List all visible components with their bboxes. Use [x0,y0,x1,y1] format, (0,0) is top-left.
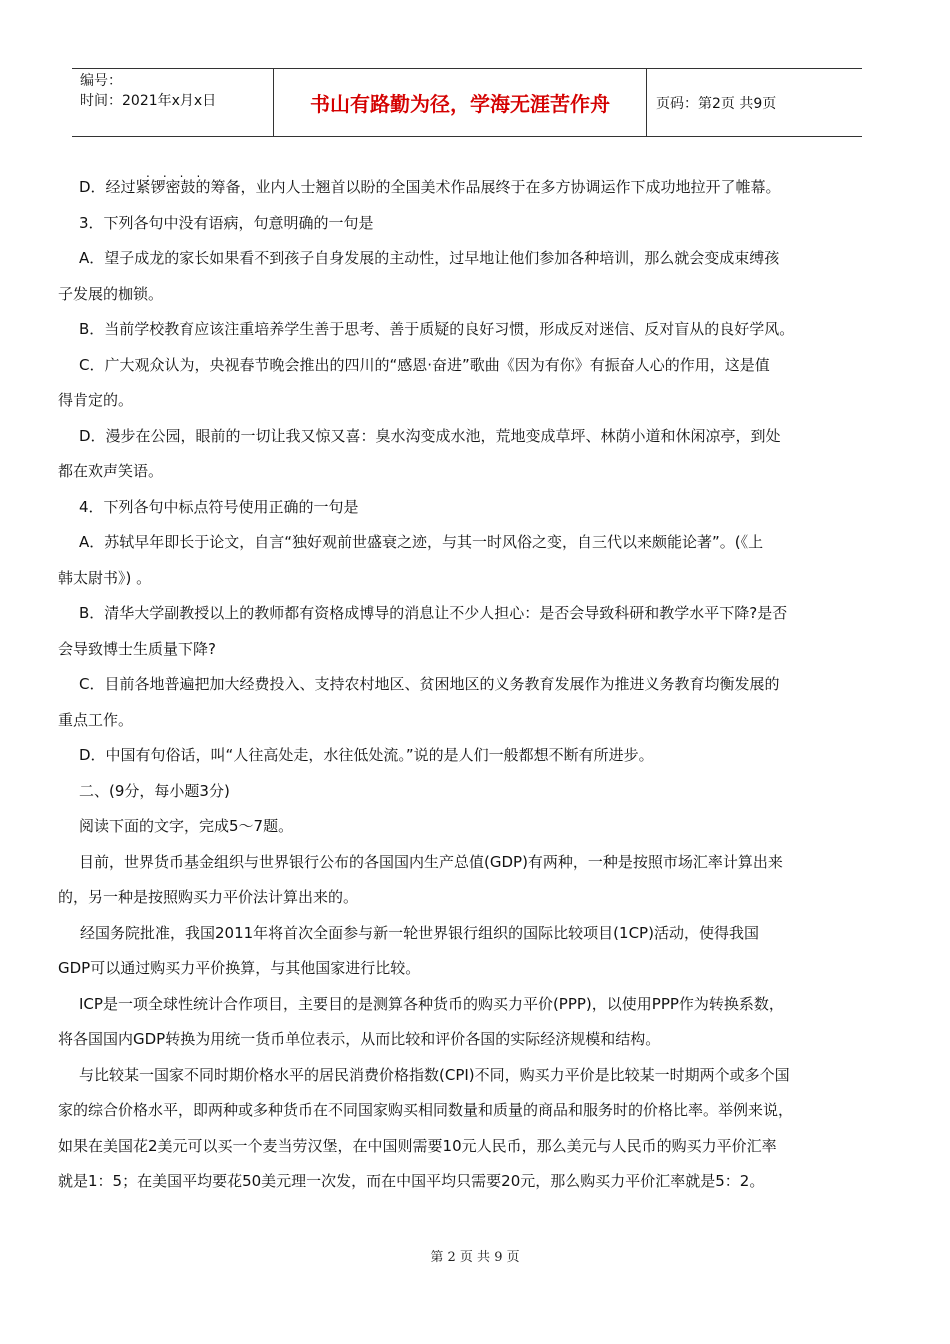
motto: 书山有路勤为径，学海无涯苦作舟 [273,69,647,136]
paragraph: D．漫步在公园，眼前的一切让我又惊又喜：臭水沟变成水池，荒地变成草坪、林荫小道和休闲凉亭，到处 [79,426,781,445]
paragraph: 3．下列各句中没有语病，句意明确的一句是 [79,213,374,232]
paragraph: 阅读下面的文字，完成5～7题。 [79,817,294,835]
paragraph: D．经过紧锣密鼓的筹备，业内人士翘首以盼的全国美术作品展终于在多方协调运作下成功地拉开了帷幕。 [79,178,781,196]
time-label: 时间：2021年x月x日 [80,93,217,109]
document-body [58,170,880,1200]
paragraph: 就是1：5；在美国平均要花50美元理一次发，而在中国平均只需要20元，那么购买力平价汇率就是5：2。 [58,1172,765,1190]
paragraph: B．当前学校教育应该注重培养学生善于思考、善于质疑的良好习惯，形成反对迷信、反对盲从的良好学风。 [79,320,795,338]
paragraph: A．苏轼早年即长于论文，自言“独好观前世盛衰之迹，与其一时风俗之变，自三代以来颇能论著”。(《上 [79,533,764,551]
paragraph: 与比较某一国家不同时期价格水平的居民消费价格指数(CPI)不同，购买力平价是比较某一时期两个或多个国 [79,1065,790,1084]
paragraph: 重点工作。 [58,710,134,729]
paragraph: 都在欢声笑语。 [58,462,164,480]
paragraph: 家的综合价格水平，即两种或多种货币在不同国家购买相同数量和质量的商品和服务时的价格比率。举例来说， [58,1101,794,1119]
paragraph: 韩太尉书》) 。 [58,568,152,587]
paragraph: 将各国国内GDP转换为用统一货币单位表示，从而比较和评价各国的实际经济规模和结构。 [58,1030,661,1048]
paragraph: GDP可以通过购买力平价换算，与其他国家进行比较。 [58,959,421,977]
paragraph: 的，另一种是按照购买力平价法计算出来的。 [58,888,359,906]
emphasis-dots: .... [146,166,214,180]
paragraph: 经国务院批准，我国2011年将首次全面参与新一轮世界银行组织的国际比较项目(1CP)活动，使得我国 [80,923,759,942]
paragraph: 得肯定的。 [58,391,134,409]
paragraph: 4．下列各句中标点符号使用正确的一句是 [79,497,359,516]
page-footer: 第 2 页 共 9 页 [430,1250,520,1265]
paragraph: 会导致博士生质量下降? [58,639,216,658]
header-meta [72,69,273,136]
paragraph: B．清华大学副教授以上的教师都有资格成博导的消息让不少人担心：是否会导致科研和教学水平下降?是否 [79,604,788,622]
number-label: 编号： [80,73,122,89]
paragraph: C．广大观众认为，央视春节晚会推出的四川的“感恩·奋进”歌曲《因为有你》有振奋人心的作用，这是值 [79,355,770,374]
paragraph: C．目前各地普遍把加大经费投入、支持农村地区、贫困地区的义务教育发展作为推进义务教育均衡发展的 [79,675,780,693]
page-header [72,68,862,137]
section-heading: 二、(9分，每小题3分) [79,781,230,800]
paragraph: ICP是一项全球性统计合作项目，主要目的是测算各种货币的购买力平价(PPP)，以使用PPP作为转换系数， [79,994,784,1013]
paragraph: D．中国有句俗话，叫“人往高处走，水往低处流。”说的是人们一般都想不断有所进步。 [79,746,654,764]
page-label: 页码：第2页 共9页 [656,95,777,112]
paragraph: 目前，世界货币基金组织与世界银行公布的各国国内生产总值(GDP)有两种，一种是按照市场汇率计算出来 [79,852,783,871]
paragraph: 如果在美国花2美元可以买一个麦当劳汉堡，在中国则需要10元人民币，那么美元与人民币的购买力平价汇率 [58,1136,777,1155]
paragraph: A．望子成龙的家长如果看不到孩子自身发展的主动性，过早地让他们参加各种培训，那么就会变成束缚孩 [79,249,780,267]
paragraph: 子发展的枷锁。 [58,284,164,303]
